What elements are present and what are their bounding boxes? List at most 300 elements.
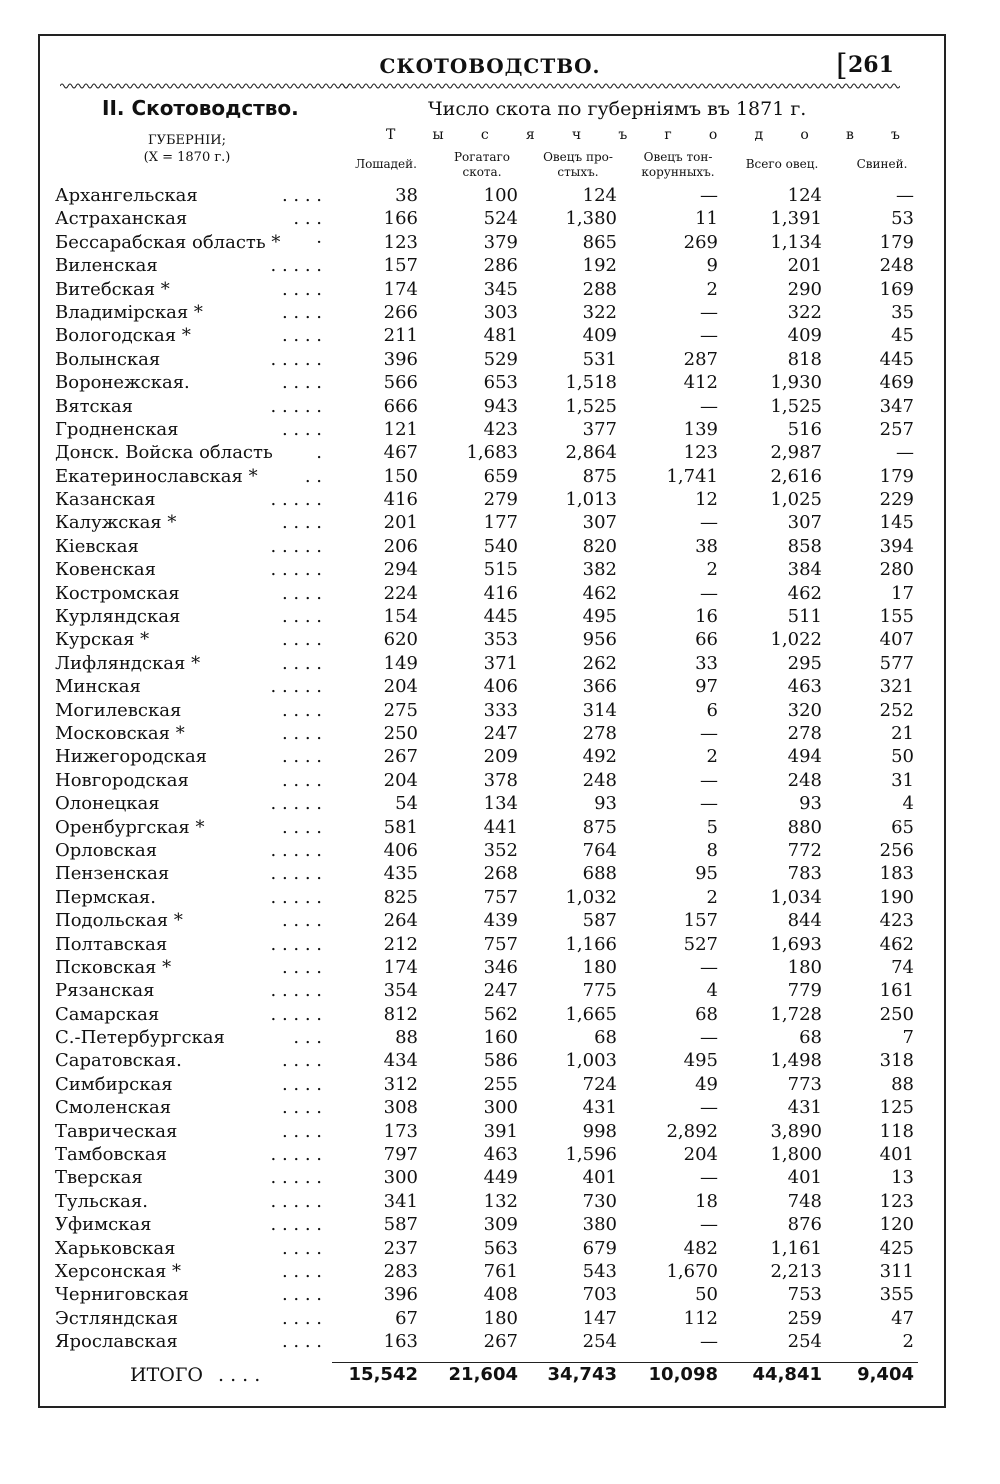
gubernia-name: Эстляндская (55, 1307, 179, 1329)
cell-value: 9 (706, 255, 718, 277)
cell-value: 173 (383, 1120, 418, 1142)
leader-dots: . . . . (281, 1050, 322, 1072)
cell-value: 124 (787, 185, 822, 206)
column-header-4 (732, 157, 832, 172)
cell-value: 13 (891, 1167, 914, 1189)
table-row (0, 465, 1000, 488)
cell-value: 54 (395, 793, 418, 815)
cell-value: 50 (695, 1284, 718, 1306)
cell-value: 703 (582, 1284, 617, 1306)
cell-value: 463 (787, 676, 822, 698)
gubernia-name: Астраханская (55, 208, 188, 230)
cell-value: 45 (891, 325, 914, 347)
cell-value: 67 (395, 1307, 418, 1329)
thousands-letter: о (708, 127, 718, 143)
table-row (0, 816, 1000, 839)
cell-value: 378 (483, 769, 518, 791)
leader-dots: . . . (293, 1027, 322, 1049)
cell-value: 409 (582, 325, 617, 347)
gubernia-name: Псковская * (55, 956, 172, 978)
cell-value: 563 (483, 1237, 518, 1259)
gubernia-name: Московская * (55, 722, 185, 744)
cell-value: 154 (383, 606, 418, 628)
cell-value: 407 (879, 629, 914, 651)
table-row (0, 956, 1000, 979)
cell-value: 5 (706, 816, 718, 838)
total-value: 10,098 (648, 1364, 718, 1385)
cell-value: 772 (787, 839, 822, 861)
cell-value: 391 (483, 1120, 518, 1142)
cell-value: 180 (787, 956, 822, 978)
cell-value: 125 (879, 1097, 914, 1119)
cell-value: 688 (582, 863, 617, 885)
cell-value: 380 (582, 1214, 617, 1236)
cell-value: 224 (383, 582, 418, 604)
cell-value: 93 (594, 793, 617, 815)
table-row (0, 1003, 1000, 1026)
cell-value: 201 (383, 512, 418, 534)
leader-dots: . . . . (281, 910, 322, 932)
cell-value: 16 (695, 606, 718, 628)
cell-value: 377 (582, 418, 617, 440)
table-row (0, 348, 1000, 371)
cell-value: 875 (582, 465, 617, 487)
cell-value: 581 (383, 816, 418, 838)
cell-value: 267 (483, 1331, 518, 1353)
cell-value: 139 (683, 418, 718, 440)
cell-value: 408 (483, 1284, 518, 1306)
cell-value: 445 (879, 348, 914, 370)
leader-dots: . . . . . (270, 1144, 322, 1166)
leader-dots: . . . . . (270, 839, 322, 861)
table-row (0, 1283, 1000, 1306)
table-row (0, 605, 1000, 628)
table-row (0, 1166, 1000, 1189)
thousands-letter: ъ (891, 127, 900, 143)
gubernia-name: Симбирская (55, 1073, 173, 1095)
cell-value: 204 (383, 676, 418, 698)
leader-dots: . . . . (281, 1073, 322, 1095)
wavy-rule-right (340, 80, 900, 92)
table-row (0, 371, 1000, 394)
cell-value: 252 (879, 699, 914, 721)
table-title: Число скота по губерніямъ въ 1871 г. (428, 98, 807, 120)
cell-value: 425 (879, 1237, 914, 1259)
cell-value: 314 (582, 699, 617, 721)
column-header-line1: Рогатаго (453, 150, 511, 164)
cell-value: 384 (787, 559, 822, 581)
column-header-3 (628, 150, 728, 180)
cell-value: 248 (879, 255, 914, 277)
cell-value: 757 (483, 933, 518, 955)
cell-value: 587 (383, 1214, 418, 1236)
cell-value: 50 (891, 746, 914, 768)
gubernia-name: Саратовская. (55, 1050, 182, 1072)
cell-value: 401 (787, 1167, 822, 1189)
cell-value: 300 (383, 1167, 418, 1189)
gubernia-name: Ковенская (55, 559, 156, 581)
cell-value: 262 (582, 652, 617, 674)
cell-value: 353 (483, 629, 518, 651)
cell-value: 818 (787, 348, 822, 370)
leader-dots: . . . . . (270, 1190, 322, 1212)
cell-value: — (700, 1097, 718, 1119)
cell-value: 183 (879, 863, 914, 885)
gubernia-name: Самарская (55, 1003, 160, 1025)
leader-dots: . . . . . (270, 1167, 322, 1189)
cell-value: 354 (383, 980, 418, 1002)
table-row (0, 792, 1000, 815)
cell-value: 163 (383, 1331, 418, 1353)
cell-value: 134 (483, 793, 518, 815)
cell-value: 2,616 (770, 465, 822, 487)
cell-value: 309 (483, 1214, 518, 1236)
gubernia-name: Херсонская * (55, 1260, 182, 1282)
cell-value: 416 (383, 489, 418, 511)
cell-value: 7 (902, 1027, 914, 1049)
leader-dots: . . . . . (270, 980, 322, 1002)
cell-value: 123 (683, 442, 718, 464)
cell-value: 150 (383, 465, 418, 487)
cell-value: 266 (383, 301, 418, 323)
table-row (0, 745, 1000, 768)
gubernia-name: Лифляндская * (55, 652, 201, 674)
leader-dots: . . . . . (270, 1003, 322, 1025)
cell-value: — (700, 512, 718, 534)
leader-dots: . . . . . (270, 676, 322, 698)
cell-value: 4 (706, 980, 718, 1002)
thousands-letter: с (480, 127, 489, 143)
column-header-2 (528, 150, 628, 180)
cell-value: 2 (706, 746, 718, 768)
cell-value: 294 (383, 559, 418, 581)
leader-dots: · (316, 231, 322, 253)
gubernia-name: Вятская (55, 395, 133, 417)
cell-value: 190 (879, 886, 914, 908)
leader-dots: . . . . (281, 418, 322, 440)
leader-dots: . . . . . (270, 886, 322, 908)
cell-value: 761 (483, 1260, 518, 1282)
cell-value: 118 (879, 1120, 914, 1142)
cell-value: 120 (879, 1214, 914, 1236)
cell-value: 1,525 (770, 395, 822, 417)
cell-value: 998 (582, 1120, 617, 1142)
column-header-0 (336, 157, 436, 172)
gubernia-name: Харьковская (55, 1237, 176, 1259)
cell-value: 211 (383, 325, 418, 347)
cell-value: 237 (383, 1237, 418, 1259)
cell-value: 620 (383, 629, 418, 651)
table-row (0, 1049, 1000, 1072)
table-row (0, 582, 1000, 605)
cell-value: 467 (383, 442, 418, 464)
thousands-letter: г (664, 127, 672, 143)
table-row (0, 535, 1000, 558)
cell-value: — (896, 442, 914, 464)
gubernia-name: Олонецкая (55, 793, 160, 815)
cell-value: 773 (787, 1073, 822, 1095)
cell-value: 279 (483, 489, 518, 511)
page-number: 261 (848, 52, 894, 78)
cell-value: 160 (483, 1027, 518, 1049)
cell-value: 1,596 (565, 1144, 617, 1166)
cell-value: 540 (483, 535, 518, 557)
cell-value: 248 (582, 769, 617, 791)
column-header-line1: Овецъ про- (543, 150, 613, 164)
cell-value: 247 (483, 722, 518, 744)
leader-dots: . . . . (281, 1284, 322, 1306)
table-row (0, 1213, 1000, 1236)
cell-value: 409 (787, 325, 822, 347)
table-row (0, 441, 1000, 464)
cell-value: 462 (582, 582, 617, 604)
cell-value: 312 (383, 1073, 418, 1095)
wavy-rule-left (60, 80, 350, 92)
leader-dots: . . . . (281, 746, 322, 768)
leader-dots: . . . . . (270, 559, 322, 581)
column-header-gubernii-line2: (X = 1870 г.) (143, 150, 231, 165)
leader-dots: . (316, 442, 322, 464)
gubernia-name: Ярославская (55, 1331, 178, 1353)
cell-value: 322 (787, 301, 822, 323)
leader-dots: . . . . . (270, 863, 322, 885)
cell-value: 586 (483, 1050, 518, 1072)
cell-value: 2 (706, 559, 718, 581)
gubernia-name: Донск. Войска область (55, 442, 273, 464)
cell-value: — (700, 1214, 718, 1236)
gubernia-name: Курская * (55, 629, 150, 651)
cell-value: 515 (483, 559, 518, 581)
cell-value: 308 (383, 1097, 418, 1119)
table-row (0, 722, 1000, 745)
cell-value: — (700, 301, 718, 323)
cell-value: 2 (902, 1331, 914, 1353)
leader-dots: . . . . (281, 699, 322, 721)
leader-dots: . . . . (281, 301, 322, 323)
cell-value: 797 (383, 1144, 418, 1166)
table-row (0, 699, 1000, 722)
table-row (0, 324, 1000, 347)
cell-value: 280 (879, 559, 914, 581)
cell-value: 212 (383, 933, 418, 955)
cell-value: 1,166 (565, 933, 617, 955)
gubernia-name: Казанская (55, 489, 156, 511)
cell-value: 516 (787, 418, 822, 440)
cell-value: 35 (891, 301, 914, 323)
cell-value: 345 (483, 278, 518, 300)
cell-value: 204 (383, 769, 418, 791)
cell-value: 268 (483, 863, 518, 885)
column-header-5 (832, 157, 932, 172)
leader-dots: . . . . . (270, 1214, 322, 1236)
gubernia-name: Бессарабская область * (55, 231, 281, 253)
cell-value: 3,890 (770, 1120, 822, 1142)
cell-value: 38 (395, 185, 418, 206)
cell-value: 1,665 (565, 1003, 617, 1025)
thousands-letter: в (845, 127, 854, 143)
cell-value: 1,525 (565, 395, 617, 417)
cell-value: 290 (787, 278, 822, 300)
thousands-letter: д (754, 127, 764, 143)
cell-value: 577 (879, 652, 914, 674)
table-row (0, 278, 1000, 301)
gubernia-name: Тамбовская (55, 1144, 167, 1166)
total-row (0, 1364, 1000, 1390)
cell-value: 396 (383, 1284, 418, 1306)
table-row (0, 886, 1000, 909)
table-row (0, 1260, 1000, 1283)
cell-value: 865 (582, 231, 617, 253)
cell-value: — (700, 582, 718, 604)
table-row (0, 184, 1000, 207)
gubernia-name: Волынская (55, 348, 161, 370)
cell-value: 303 (483, 301, 518, 323)
cell-value: 401 (582, 1167, 617, 1189)
leader-dots: . . . . (281, 816, 322, 838)
cell-value: 31 (891, 769, 914, 791)
cell-value: 124 (582, 185, 617, 206)
cell-value: — (700, 1027, 718, 1049)
cell-value: — (700, 793, 718, 815)
leader-dots: . . . . (281, 1307, 322, 1329)
cell-value: 121 (383, 418, 418, 440)
cell-value: 157 (683, 910, 718, 932)
cell-value: 1,022 (770, 629, 822, 651)
column-header-line1: Свиней. (856, 157, 908, 171)
column-header-line1: Всего овец. (745, 157, 819, 171)
cell-value: 247 (483, 980, 518, 1002)
cell-value: 406 (483, 676, 518, 698)
cell-value: 587 (582, 910, 617, 932)
cell-value: 1,003 (565, 1050, 617, 1072)
cell-value: 730 (582, 1190, 617, 1212)
cell-value: 180 (582, 956, 617, 978)
cell-value: 494 (787, 746, 822, 768)
cell-value: 283 (383, 1260, 418, 1282)
cell-value: 524 (483, 208, 518, 230)
cell-value: 653 (483, 372, 518, 394)
cell-value: 93 (799, 793, 822, 815)
cell-value: 267 (383, 746, 418, 768)
cell-value: 566 (383, 372, 418, 394)
cell-value: 307 (582, 512, 617, 534)
cell-value: 764 (582, 839, 617, 861)
leader-dots: . . . . (281, 606, 322, 628)
table-row (0, 675, 1000, 698)
cell-value: 1,380 (565, 208, 617, 230)
cell-value: 256 (879, 839, 914, 861)
cell-value: 286 (483, 255, 518, 277)
cell-value: 876 (787, 1214, 822, 1236)
gubernia-name: Архангельская (55, 185, 198, 206)
cell-value: 434 (383, 1050, 418, 1072)
cell-value: 47 (891, 1307, 914, 1329)
cell-value: 346 (483, 956, 518, 978)
leader-dots: . . . . (281, 1237, 322, 1259)
cell-value: 469 (879, 372, 914, 394)
cell-value: 259 (787, 1307, 822, 1329)
total-rule (332, 1362, 918, 1363)
gubernia-name: Курляндская (55, 606, 181, 628)
cell-value: 382 (582, 559, 617, 581)
cell-value: 68 (799, 1027, 822, 1049)
cell-value: — (700, 1331, 718, 1353)
cell-value: 250 (879, 1003, 914, 1025)
cell-value: 97 (695, 676, 718, 698)
cell-value: 371 (483, 652, 518, 674)
cell-value: 462 (787, 582, 822, 604)
cell-value: 492 (582, 746, 617, 768)
cell-value: 4 (902, 793, 914, 815)
table-row (0, 628, 1000, 651)
cell-value: 17 (891, 582, 914, 604)
cell-value: — (700, 185, 718, 206)
cell-value: 201 (787, 255, 822, 277)
gubernia-name: С.-Петербургская (55, 1027, 225, 1049)
leader-dots: . . . . . (270, 489, 322, 511)
cell-value: 462 (879, 933, 914, 955)
leader-dots: . . . . (281, 652, 322, 674)
leader-dots: . . . (293, 208, 322, 230)
cell-value: 6 (706, 699, 718, 721)
gubernia-name: Нижегородская (55, 746, 208, 768)
gubernia-name: Смоленская (55, 1097, 172, 1119)
table-row (0, 511, 1000, 534)
cell-value: 264 (383, 910, 418, 932)
table-row (0, 1190, 1000, 1213)
table-row (0, 1237, 1000, 1260)
cell-value: 229 (879, 489, 914, 511)
thousands-letter: ч (571, 127, 582, 143)
cell-value: 858 (787, 535, 822, 557)
leader-dots: . . . . (281, 1097, 322, 1119)
cell-value: 12 (695, 489, 718, 511)
cell-value: 307 (787, 512, 822, 534)
cell-value: 204 (683, 1144, 718, 1166)
table-row (0, 909, 1000, 932)
gubernia-name: Подольская * (55, 910, 183, 932)
gubernia-name: Черниговская (55, 1284, 189, 1306)
table-row (0, 839, 1000, 862)
thousands-letter: о (800, 127, 809, 143)
cell-value: 149 (383, 652, 418, 674)
cell-value: 352 (483, 839, 518, 861)
cell-value: 495 (582, 606, 617, 628)
cell-value: 157 (383, 255, 418, 277)
cell-value: 21 (891, 722, 914, 744)
page-bracket: [ (836, 48, 848, 83)
gubernia-name: Новгородская (55, 769, 189, 791)
cell-value: 1,134 (770, 231, 822, 253)
column-header-gubernii (102, 132, 272, 166)
thousands-letter: я (525, 127, 535, 143)
cell-value: 145 (879, 512, 914, 534)
total-leader-dots: . . . . (218, 1364, 261, 1386)
leader-dots: . . . . . (270, 348, 322, 370)
cell-value: 33 (695, 652, 718, 674)
cell-value: 775 (582, 980, 617, 1002)
cell-value: — (896, 185, 914, 206)
total-value: 44,841 (752, 1364, 822, 1385)
leader-dots: . . . . (281, 722, 322, 744)
gubernia-name: Владимірская * (55, 301, 203, 323)
cell-value: — (700, 956, 718, 978)
leader-dots: . . . . . (270, 395, 322, 417)
cell-value: 166 (383, 208, 418, 230)
cell-value: 431 (787, 1097, 822, 1119)
cell-value: 2,864 (565, 442, 617, 464)
cell-value: 177 (483, 512, 518, 534)
